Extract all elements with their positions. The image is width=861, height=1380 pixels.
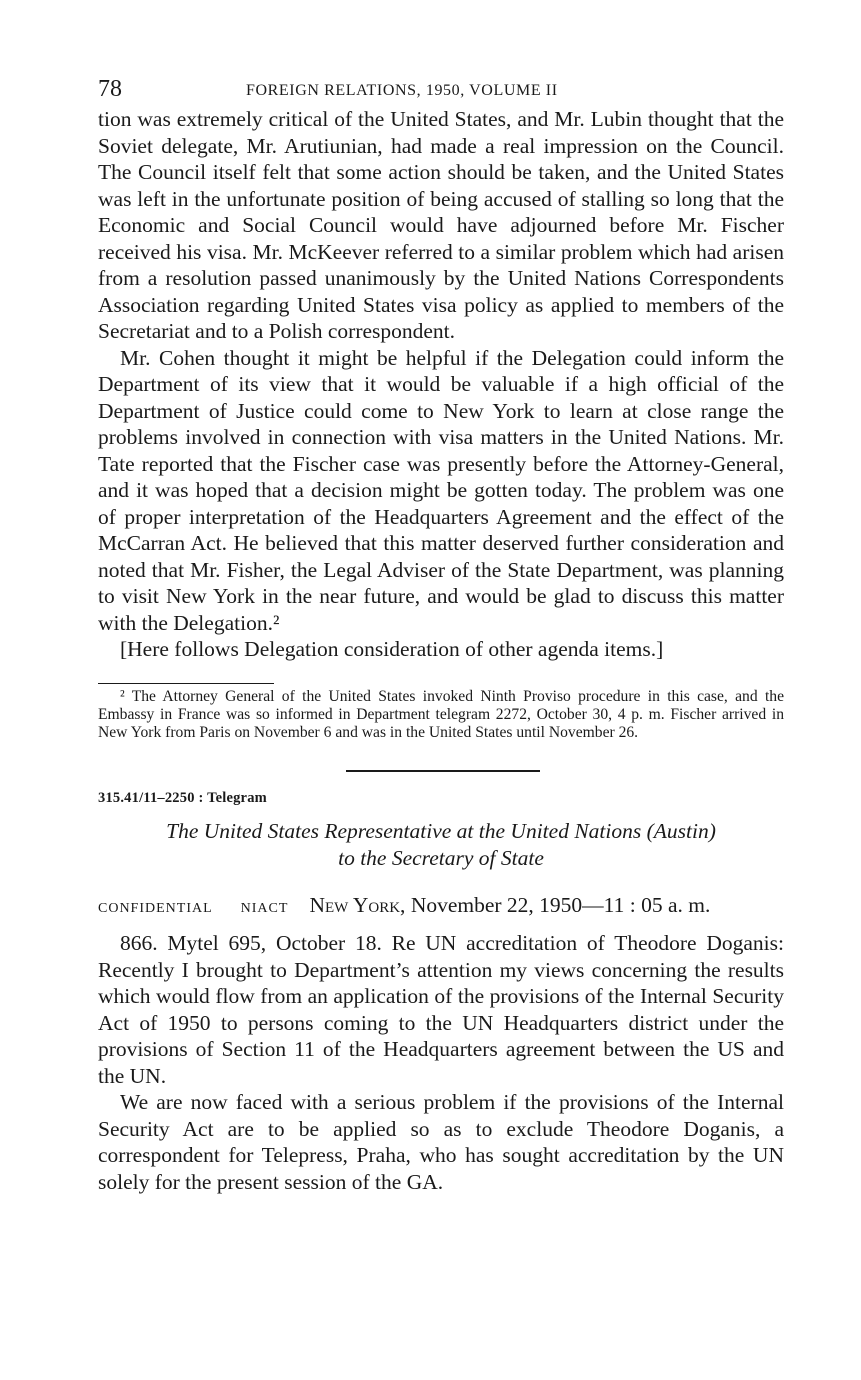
paragraph: Mr. Cohen thought it might be helpful if the Delegation could inform the Department of its view that it would be valuable if a high official of the Department of Justice could come to New York to learn at close range the problems involved in connection with visa matters in the United Nations. Mr. Tate reported that the Fischer case was presently before the Attorney-General, and it was hoped that a decision might be gotten today. The problem was one of proper interpretation of the Headquarters Agreement and the effect of the McCarran Act. He believed that this matter deserved further consideration and noted that Mr. Fisher, the Legal Adviser of the State Department, was planning to visit New York in the near future, and would be glad to discuss this matter with the Delegation.² (98, 345, 784, 635)
channel-marking: NIACT (240, 900, 289, 916)
paragraph: 866. Mytel 695, October 18. Re UN accreditation of Theodore Doganis: Recently I brought to Department’s attention my views concerning the results which would flow from an application of the provisions of the Internal Security Act of 1950 to persons coming to the UN Headquarters district under the provisions of Section 11 of the Headquarters agreement between the US and the UN. (98, 931, 784, 1088)
document-title-line: to the Secretary of State (338, 845, 544, 870)
document-page (98, 74, 784, 1195)
place: New York, (309, 892, 406, 917)
document-title (98, 818, 784, 872)
page-number: 78 (98, 76, 122, 102)
running-title: FOREIGN RELATIONS, 1950, VOLUME II (246, 82, 558, 99)
place-date (309, 892, 710, 919)
paragraph: tion was extremely critical of the United States, and Mr. Lubin thought that the Soviet delegate, Mr. Arutiunian, had made a real impression on the Council. The Council itself felt that some action should be taken, and the United States was left in the unfortunate position of being accused of stalling so long that the Economic and Social Council would have adjourned before Mr. Fischer received his visa. Mr. McKeever referred to a similar problem which had arisen from a resolution passed unanimously by the United Nations Correspondents Association regarding United States visa policy as applied to members of the Secretariat and to a Polish correspondent. (98, 107, 784, 343)
running-header (98, 74, 784, 106)
document-title-line: The United States Representative at the United Nations (Austin) (166, 818, 716, 843)
footnote: ² The Attorney General of the United States invoked Ninth Proviso procedure in this case, and the Embassy in France was so informed in Department telegram 2272, October 30, 4 p. m. Fischer arrived in New York from Paris on November 6 and was in the United States until November 26. (98, 687, 784, 741)
paragraph: [Here follows Delegation consideration of other agenda items.] (120, 637, 664, 661)
file-reference: 315.41/11–2250 : Telegram (98, 789, 267, 806)
footnote-divider (98, 683, 274, 684)
section-divider (346, 770, 540, 772)
dateline (98, 892, 784, 923)
date: November 22, 1950—11 : 05 a. m. (405, 892, 711, 917)
telegram-body (98, 930, 784, 1195)
classification-marking: CONFIDENTIAL (98, 900, 213, 916)
continued-text (98, 106, 784, 663)
paragraph: We are now faced with a serious problem if the provisions of the Internal Security Act are to be applied so as to exclude Theodore Doganis, a correspondent for Telepress, Praha, who has sought accreditation by the UN solely for the present session of the GA. (98, 1090, 784, 1194)
